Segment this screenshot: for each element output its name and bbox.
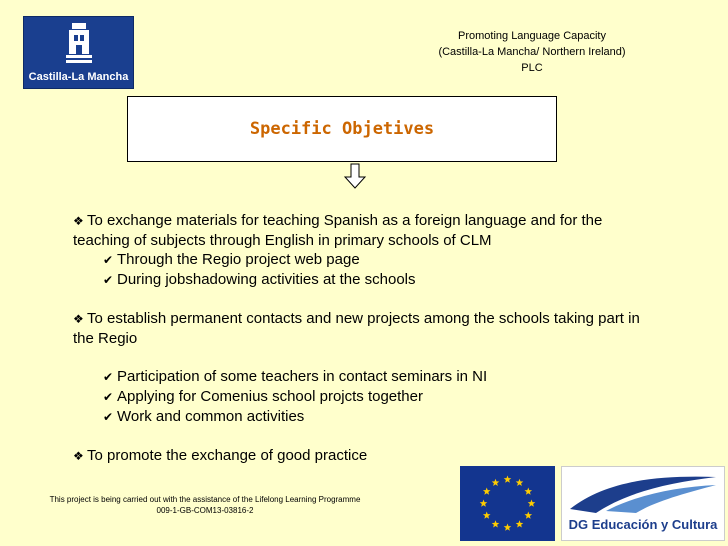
check-bullet-icon: ✔	[103, 273, 114, 287]
swoosh-icon	[566, 471, 720, 517]
footer-line-2: 009-1-GB-COM13-03816-2	[156, 506, 254, 515]
objectives-list	[73, 211, 663, 466]
objective-2-sub-3: ✔ Work and common activities	[103, 408, 305, 425]
objective-2-sub-2: ✔ Applying for Comenius school projcts together	[103, 388, 423, 405]
objective-1: ❖ To exchange materials for teaching Spanish as a foreign language and for the teaching of subjects through English in primary schools of CLM	[73, 212, 603, 249]
diamond-bullet-icon: ❖	[73, 214, 84, 228]
header-line-1: Promoting Language Capacity	[458, 30, 606, 42]
down-arrow-icon	[343, 163, 367, 189]
check-bullet-icon: ✔	[103, 370, 114, 384]
header-line-3: PLC	[521, 62, 543, 74]
check-bullet-icon: ✔	[103, 390, 114, 404]
diamond-bullet-icon: ❖	[73, 449, 84, 463]
objective-3: ❖ To promote the exchange of good practice	[73, 447, 368, 464]
objective-1-sub-2: ✔ During jobshadowing activities at the schools	[103, 271, 416, 288]
header-line-2: (Castilla-La Mancha/ Northern Ireland)	[438, 46, 626, 58]
castle-crest-icon	[66, 23, 92, 63]
project-header	[418, 28, 646, 76]
check-bullet-icon: ✔	[103, 253, 114, 267]
objective-2-sub-1: ✔ Participation of some teachers in contact seminars in NI	[103, 368, 488, 385]
title-box	[127, 96, 557, 162]
slide-title: Specific Objetives	[249, 119, 435, 139]
check-bullet-icon: ✔	[103, 410, 114, 424]
eu-flag-icon	[460, 466, 555, 541]
dg-logo-text: DG Educación y Cultura	[568, 517, 718, 532]
objective-1-sub-1: ✔ Through the Regio project web page	[103, 251, 360, 268]
footer-note	[40, 494, 370, 516]
dg-educacion-logo	[561, 466, 725, 541]
diamond-bullet-icon: ❖	[73, 312, 84, 326]
logo-text: Castilla-La Mancha	[28, 71, 129, 83]
objective-2: ❖ To establish permanent contacts and new projects among the schools taking part in the Regio	[73, 310, 640, 347]
castilla-la-mancha-logo	[23, 16, 134, 89]
footer-line-1: This project is being carried out with the assistance of the Lifelong Learning Programme	[49, 495, 361, 504]
